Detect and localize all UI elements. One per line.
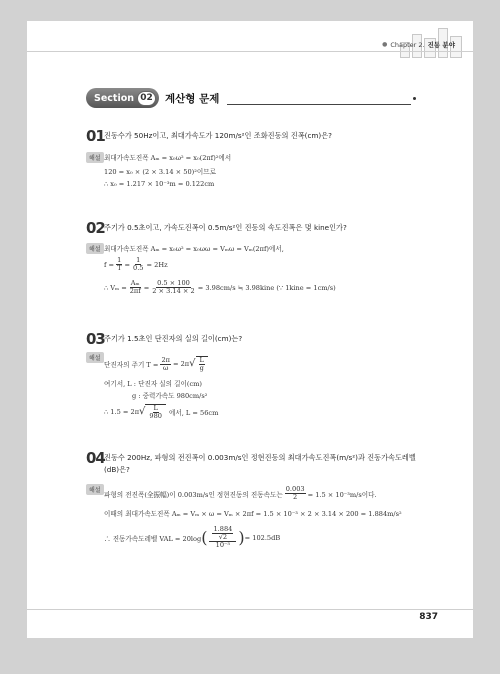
expr-text: = 3.98cm/s ≒ 3.98kine (∵ 1kine = 1cm/s) xyxy=(197,283,336,292)
question-02 xyxy=(86,219,424,237)
numerator: 0.003 xyxy=(285,485,305,493)
expr-text: = 102.5dB xyxy=(244,533,281,542)
fraction xyxy=(132,257,145,272)
square-root xyxy=(189,356,208,372)
solution-line xyxy=(104,526,280,549)
numerator: 1 xyxy=(117,256,122,264)
fraction xyxy=(116,257,122,272)
section-rule xyxy=(227,91,411,105)
chapter-topic: 진동 분야 xyxy=(427,41,455,49)
footer-divider xyxy=(27,609,473,610)
solution-line: 120 = x₀ × (2 × 3.14 × 50)²이므로 xyxy=(104,168,216,176)
denominator: T xyxy=(117,264,122,272)
section-title: 계산형 문제 xyxy=(165,92,220,105)
solution-line xyxy=(104,486,377,501)
right-margin xyxy=(473,21,500,638)
nested-fraction xyxy=(209,526,236,549)
solution-line xyxy=(104,280,336,295)
numerator xyxy=(209,526,236,542)
question-number: 03 xyxy=(86,330,105,348)
denominator: 2πf xyxy=(129,287,141,295)
fraction xyxy=(129,280,142,295)
question-text: 진동수가 50Hz이고, 최대가속도가 120m/s²인 조화진동의 진폭(cm)은? xyxy=(104,131,332,140)
expr-text: = 2Hz xyxy=(146,260,168,269)
fraction xyxy=(212,526,233,541)
solution-04 xyxy=(86,484,416,574)
solution-line: ∴ x₀ = 1.217 × 10⁻³m = 0.122cm xyxy=(104,180,215,188)
question-text: 진동수 200Hz, 파형의 전진폭이 0.003m/s인 정현진동의 최대가속도진폭(m/s²)과 진동가속도레벨(dB)은? xyxy=(104,453,416,474)
numerator: 1 xyxy=(136,256,141,264)
expr-text: ∴ Vₘ = xyxy=(104,283,127,292)
question-number: 01 xyxy=(86,127,105,145)
denominator: ω xyxy=(163,363,169,372)
section-label: Section xyxy=(94,92,135,104)
solution-line: 이때의 최대가속도진폭 Aₘ = Vₘ × ω = Vₘ × 2πf = 1.5 × 10⁻³ × 2 × 3.14 × 200 = 1.884m/s² xyxy=(104,510,402,518)
bottom-margin xyxy=(0,638,500,674)
question-03 xyxy=(86,330,424,348)
question-01 xyxy=(86,127,424,145)
numerator: Aₘ xyxy=(130,279,140,287)
header-divider xyxy=(27,51,473,52)
denominator: 0.5 xyxy=(133,264,144,272)
question-number: 02 xyxy=(86,219,105,237)
solution-tag: 해설 xyxy=(86,243,104,254)
denominator: 980 xyxy=(149,412,162,420)
expr-text: ∴ 진동가속도레벨 VAL = 20log xyxy=(104,534,202,543)
solution-line: 최대가속도진폭 Aₘ = x₀ω² = x₀(2πf)²에서 xyxy=(104,154,232,162)
expr-text: = xyxy=(124,260,130,269)
denominator: 2 × 3.14 × 2 xyxy=(152,287,195,295)
solution-tag: 해설 xyxy=(86,152,104,163)
top-margin xyxy=(0,0,500,21)
expr-text: = xyxy=(143,283,150,292)
solution-02 xyxy=(86,243,416,303)
expr-text: = 2π xyxy=(172,360,190,368)
expr-text: 파형의 전진폭(全振幅)이 0.003m/s인 정현진동의 진동속도는 xyxy=(104,490,283,499)
solution-line: 여기서, L : 단진자 실의 길이(cm) xyxy=(104,380,202,388)
solution-line: 최대가속도진폭 Aₘ = x₀ω² = x₀ωω = Vₘω = Vₘ(2πf)에서, xyxy=(104,245,284,253)
numerator: L xyxy=(153,404,158,412)
solution-line xyxy=(104,404,218,420)
bullet-icon: ● xyxy=(382,41,388,48)
expr-text: 단진자의 주기 T = xyxy=(104,361,159,369)
paren-close: ) xyxy=(238,527,245,547)
square-root xyxy=(139,404,166,420)
solution-line xyxy=(104,257,168,272)
fraction xyxy=(160,357,171,372)
question-text: 주기가 1.5초인 단진자의 실의 길이(cm)는? xyxy=(104,334,243,343)
expr-text: = 1.5 × 10⁻³m/s이다. xyxy=(307,490,377,499)
numerator: 0.5 × 100 xyxy=(157,279,190,287)
numerator: L xyxy=(199,356,204,364)
solution-tag: 해설 xyxy=(86,484,104,495)
solution-line: g : 중력가속도 980cm/s² xyxy=(132,392,208,400)
radical-icon: √ xyxy=(189,358,196,369)
question-04 xyxy=(86,449,424,476)
numerator: 1.884 xyxy=(213,525,233,533)
left-margin xyxy=(0,21,27,638)
section-pill xyxy=(86,88,159,108)
radical-icon: √ xyxy=(139,406,146,417)
expr-text: 에서, L = 56cm xyxy=(169,409,219,417)
question-text: 주기가 0.5초이고, 가속도진폭이 0.5m/s²인 진동의 속도진폭은 몇 kine인가? xyxy=(104,223,347,232)
question-number: 04 xyxy=(86,449,105,467)
chapter-label: Chapter 2. xyxy=(390,40,425,49)
expr-text: ∴ 1.5 = 2π xyxy=(104,408,140,416)
chapter-header xyxy=(382,40,455,49)
solution-03 xyxy=(86,352,416,432)
section-banner xyxy=(86,88,416,108)
expr-text: f = xyxy=(104,260,115,269)
fraction xyxy=(199,357,205,372)
section-end-dot xyxy=(413,97,416,100)
fraction xyxy=(285,486,306,501)
solution-tag: 해설 xyxy=(86,352,104,363)
solution-line xyxy=(104,356,208,372)
paren-open: ( xyxy=(201,527,208,547)
section-number: 02 xyxy=(137,91,156,106)
fraction xyxy=(151,280,196,295)
page-number: 837 xyxy=(419,612,438,622)
fraction xyxy=(148,405,163,420)
denominator: g xyxy=(199,364,204,372)
denominator: √2 xyxy=(218,533,228,541)
numerator: 2π xyxy=(161,355,170,364)
denominator: 2 xyxy=(293,493,298,501)
denominator: 10⁻⁵ xyxy=(215,541,231,549)
solution-01 xyxy=(86,152,416,202)
